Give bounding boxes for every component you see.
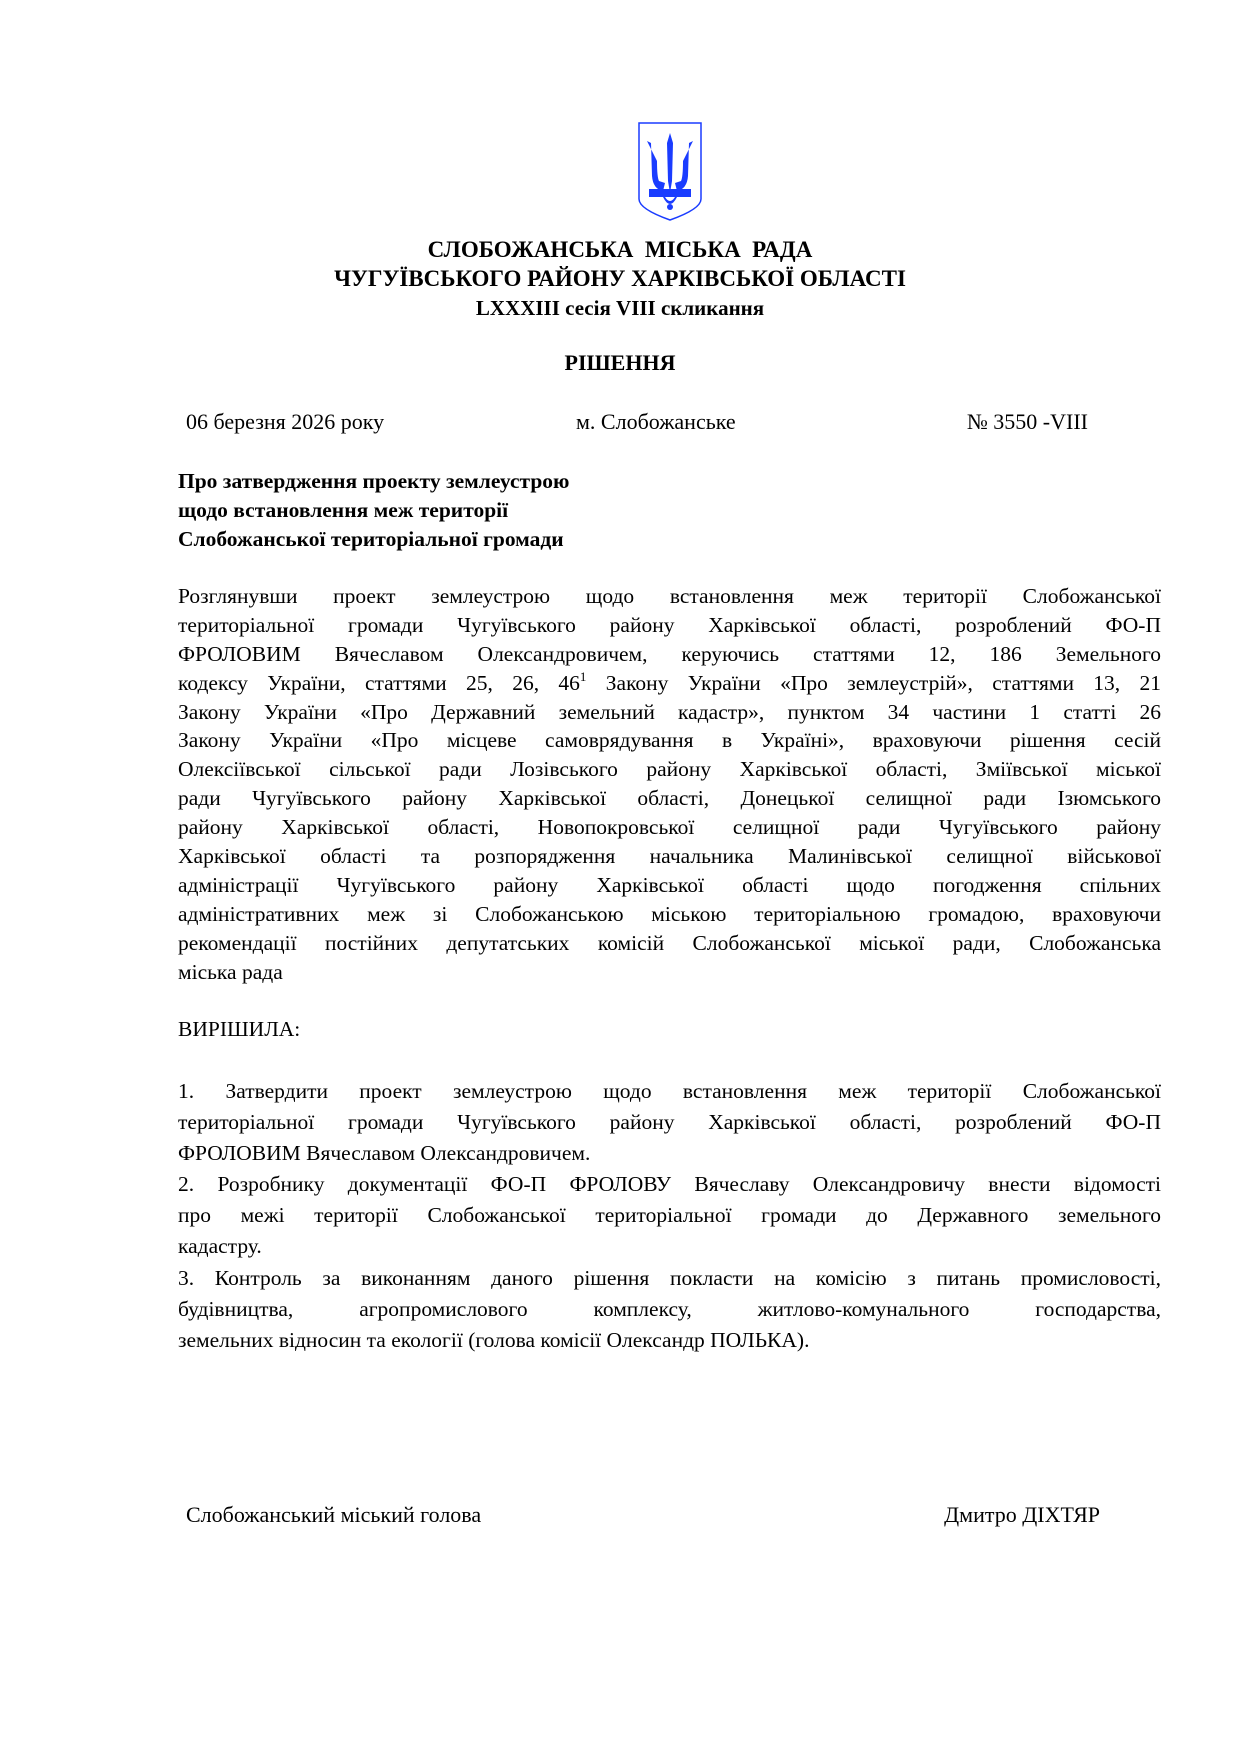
document-subject bbox=[178, 467, 569, 555]
item-line: 1. Затвердити проект землеустрою щодо встановлення меж території Слобожанської bbox=[178, 1079, 1161, 1103]
item-line: ФРОЛОВИМ Вячеславом Олександровичем. bbox=[178, 1141, 591, 1166]
superscript: 1 bbox=[579, 668, 587, 684]
preamble-line: територіальної громади Чугуївського району Харківської області, розроблений ФО-П bbox=[178, 612, 1161, 637]
item-line: 3. Контроль за виконанням даного рішення покласти на комісію з питань промисловості, bbox=[178, 1265, 1161, 1290]
preamble-line: адміністративних меж зі Слобожанською міською територіальною громадою, враховуючи bbox=[178, 901, 1161, 926]
item-line: про межі території Слобожанської територіальної громади до Державного земельного bbox=[178, 1203, 1161, 1228]
preamble-text: Закону України «Про землеустрій», статтями 13, 21 bbox=[586, 670, 1161, 695]
item-line: земельних відносин та екології (голова комісії Олександр ПОЛЬКА). bbox=[178, 1327, 810, 1352]
session-info: LXXXIII сесія VIII скликання bbox=[475, 296, 765, 320]
preamble-line bbox=[178, 669, 1161, 698]
preamble-line: рекомендації постійних депутатських комісій Слобожанської міської ради, Слобожанська bbox=[178, 930, 1161, 955]
preamble bbox=[178, 582, 1161, 986]
preamble-line: міська рада bbox=[178, 959, 283, 984]
preamble-line: адміністрації Чугуївського району Харківської області щодо погодження спільних bbox=[178, 872, 1161, 897]
subject-line: щодо встановлення меж території bbox=[178, 498, 509, 523]
preamble-line: Олексіївської сільської ради Лозівського району Харківської області, Зміївської міської bbox=[178, 757, 1161, 782]
document-date: 06 березня 2026 року bbox=[186, 409, 385, 434]
preamble-line: Розглянувши проект землеустрою щодо встановлення меж території Слобожанської bbox=[178, 584, 1161, 608]
district-name: ЧУГУЇВСЬКОГО РАЙОНУ ХАРКІВСЬКОЇ ОБЛАСТІ bbox=[334, 266, 906, 291]
item-line: 2. Розробнику документації ФО-П ФРОЛОВУ Вячеславу Олександровичу внести відомості bbox=[178, 1172, 1161, 1197]
decision-items bbox=[178, 1076, 1161, 1356]
document-type: РІШЕННЯ bbox=[564, 350, 676, 375]
item-line: територіальної громади Чугуївського району Харківської області, розроблений ФО-П bbox=[178, 1110, 1161, 1135]
signatory-position: Слобожанський міський голова bbox=[186, 1502, 482, 1527]
preamble-line: ФРОЛОВИМ Вячеславом Олександровичем, керуючись статтями 12, 186 Земельного bbox=[178, 641, 1161, 666]
document-number: № 3550 -VIII bbox=[966, 409, 1088, 434]
item-line: будівництва, агропромислового комплексу, житлово-комунального господарства, bbox=[178, 1296, 1161, 1321]
preamble-line: Закону України «Про Державний земельний кадастр», пунктом 34 частини 1 статті 26 bbox=[178, 699, 1161, 724]
signatory-name: Дмитро ДІХТЯР bbox=[944, 1502, 1100, 1527]
coat-of-arms-icon bbox=[637, 121, 703, 221]
item-line: кадастру. bbox=[178, 1234, 262, 1259]
preamble-line: району Харківської області, Новопокровської селищної ради Чугуївського району bbox=[178, 815, 1161, 840]
preamble-line: Харківської області та розпорядження начальника Малинівської селищної військової bbox=[178, 844, 1161, 869]
council-name: СЛОБОЖАНСЬКА МІСЬКА РАДА bbox=[427, 237, 813, 262]
decided-heading: ВИРІШИЛА: bbox=[178, 1017, 301, 1041]
document-place: м. Слобожанське bbox=[576, 409, 736, 434]
preamble-line: ради Чугуївського району Харківської області, Донецької селищної ради Ізюмського bbox=[178, 786, 1161, 811]
preamble-text: кодексу України, статтями 25, 26, 46 bbox=[178, 670, 580, 695]
subject-line: Про затвердження проекту землеустрою bbox=[178, 469, 570, 493]
preamble-line: Закону України «Про місцеве самоврядування в Україні», враховуючи рішення сесій bbox=[178, 728, 1161, 753]
subject-line: Слобожанської територіальної громади bbox=[178, 527, 564, 552]
